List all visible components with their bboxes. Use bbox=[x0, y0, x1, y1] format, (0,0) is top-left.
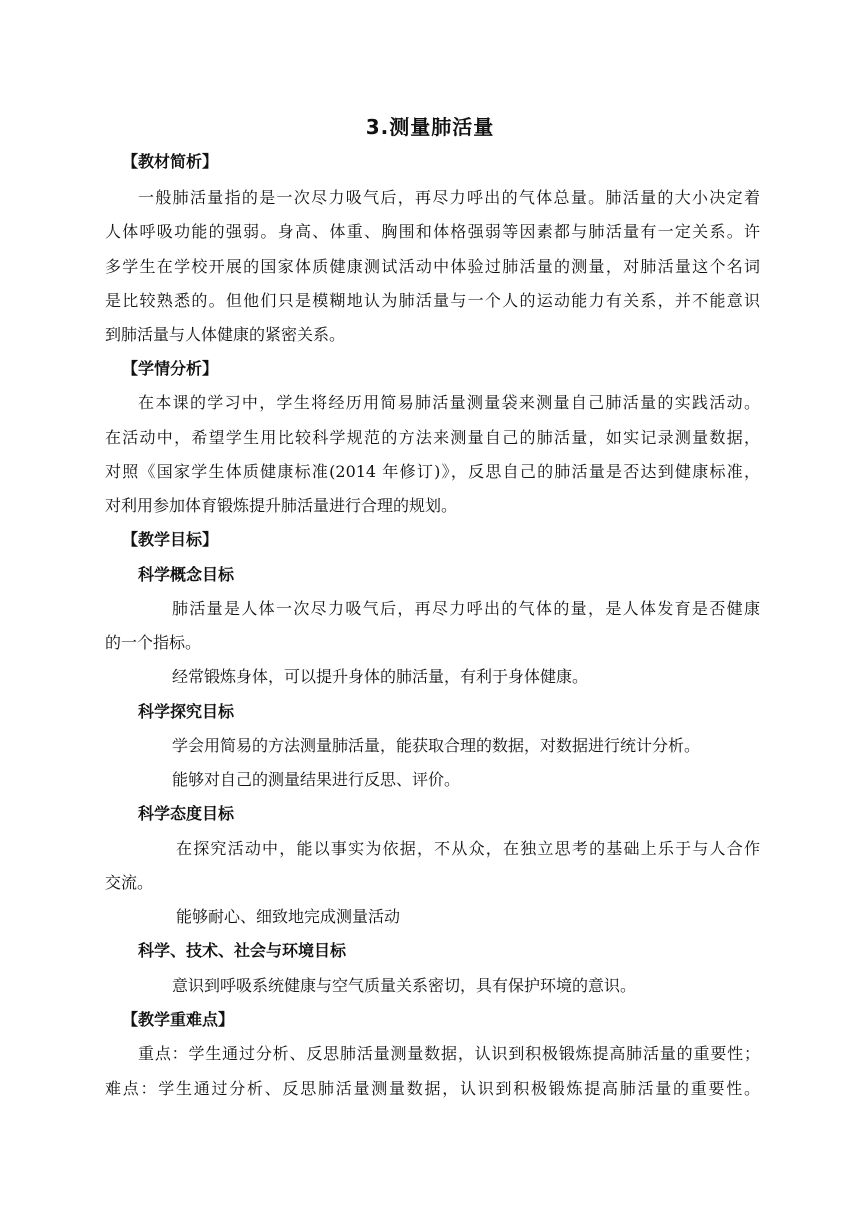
subheading-tanjiu: 科学探究目标 bbox=[138, 702, 235, 721]
section-heading-jiaocai: 【教材简析】 bbox=[122, 152, 219, 171]
section-heading-zhongnandian: 【教学重难点】 bbox=[122, 1010, 235, 1029]
section-heading-xueqing: 【学情分析】 bbox=[122, 359, 219, 378]
key-point-line: 重点：学生通过分析、反思肺活量测量数据，认识到积极锻炼提高肺活量的重要性； bbox=[138, 1044, 760, 1063]
paragraph-line: 对利用参加体育锻炼提升肺活量进行合理的规划。 bbox=[105, 496, 458, 515]
paragraph-line: 对照《国家学生体质健康标准(2014 年修订)》，反思自己的肺活量是否达到健康标准， bbox=[105, 462, 760, 481]
subheading-stse: 科学、技术、社会与环境目标 bbox=[138, 941, 347, 960]
paragraph-line: 肺活量是人体一次尽力吸气后，再尽力呼出的气体的量，是人体发育是否健康 bbox=[172, 599, 760, 618]
paragraph-line: 能够耐心、细致地完成测量活动 bbox=[176, 907, 401, 926]
paragraph-line: 到肺活量与人体健康的紧密关系。 bbox=[105, 325, 346, 344]
paragraph-line: 在活动中，希望学生用比较科学规范的方法来测量自己的肺活量，如实记录测量数据， bbox=[105, 428, 760, 447]
paragraph-line: 人体呼吸功能的强弱。身高、体重、胸围和体格强弱等因素都与肺活量有一定关系。许 bbox=[105, 222, 760, 241]
paragraph-line: 经常锻炼身体，可以提升身体的肺活量，有利于身体健康。 bbox=[172, 667, 589, 686]
paragraph-line: 在本课的学习中，学生将经历用简易肺活量测量袋来测量自己肺活量的实践活动。 bbox=[138, 393, 760, 412]
paragraph-line: 学会用简易的方法测量肺活量，能获取合理的数据，对数据进行统计分析。 bbox=[172, 736, 701, 755]
page-title: 3.测量肺活量 bbox=[365, 115, 495, 139]
paragraph-line: 的一个指标。 bbox=[105, 633, 202, 652]
paragraph-line: 一般肺活量指的是一次尽力吸气后，再尽力呼出的气体总量。肺活量的大小决定着 bbox=[138, 188, 760, 207]
paragraph-line: 交流。 bbox=[105, 873, 154, 892]
paragraph-line: 意识到呼吸系统健康与空气质量关系密切，具有保护环境的意识。 bbox=[172, 976, 637, 995]
paragraph-line: 能够对自己的测量结果进行反思、评价。 bbox=[172, 770, 461, 789]
paragraph-line: 在探究活动中，能以事实为依据，不从众，在独立思考的基础上乐于与人合作 bbox=[176, 839, 760, 858]
difficult-point-line: 难点：学生通过分析、反思肺活量测量数据，认识到积极锻炼提高肺活量的重要性。 bbox=[105, 1079, 760, 1098]
paragraph-line: 多学生在学校开展的国家体质健康测试活动中体验过肺活量的测量，对肺活量这个名词 bbox=[105, 257, 760, 276]
subheading-taidu: 科学态度目标 bbox=[138, 804, 235, 823]
section-heading-mubiao: 【教学目标】 bbox=[122, 530, 219, 549]
paragraph-line: 是比较熟悉的。但他们只是模糊地认为肺活量与一个人的运动能力有关系，并不能意识 bbox=[105, 291, 760, 310]
subheading-gainian: 科学概念目标 bbox=[138, 565, 235, 584]
